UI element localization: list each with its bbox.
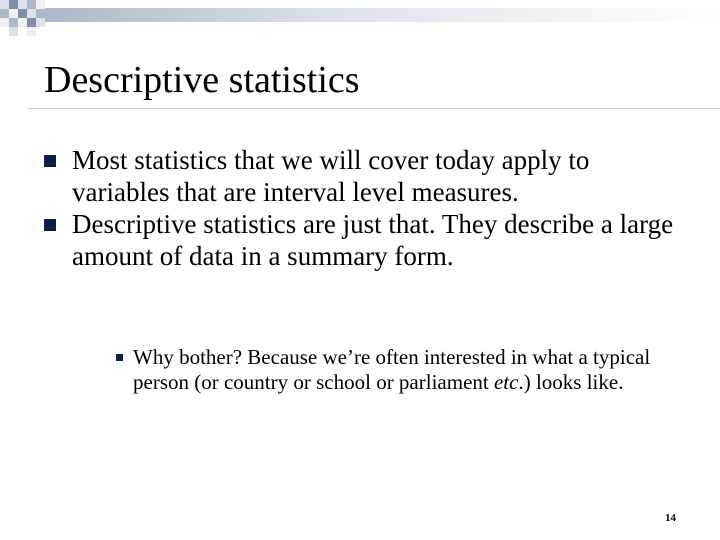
sub-bullet-text xyxy=(133,345,650,394)
list-item xyxy=(44,208,684,272)
square-bullet-icon xyxy=(116,354,123,361)
sub-bullet-text-italic: etc xyxy=(493,370,519,394)
list-item xyxy=(44,144,684,208)
list-item xyxy=(116,345,676,395)
square-bullet-icon xyxy=(44,155,56,167)
sub-bullet-text-end: .) looks like. xyxy=(518,370,624,394)
page-title: Descriptive statistics xyxy=(44,59,360,101)
sub-bullet-list xyxy=(116,345,676,395)
page-number: 14 xyxy=(665,512,676,524)
square-bullet-icon xyxy=(44,219,56,231)
sub-bullet-text-start: Why bother? Because we’re often interested in what a typical person (or country or school or parliament xyxy=(133,345,651,394)
corner-decoration xyxy=(0,0,720,40)
title-divider xyxy=(28,108,720,109)
bullet-text: Most statistics that we will cover today apply to variables that are interval level measures. xyxy=(72,145,590,207)
bullet-text: Descriptive statistics are just that. They describe a large amount of data in a summary form. xyxy=(72,209,674,271)
bullet-list xyxy=(44,144,684,272)
